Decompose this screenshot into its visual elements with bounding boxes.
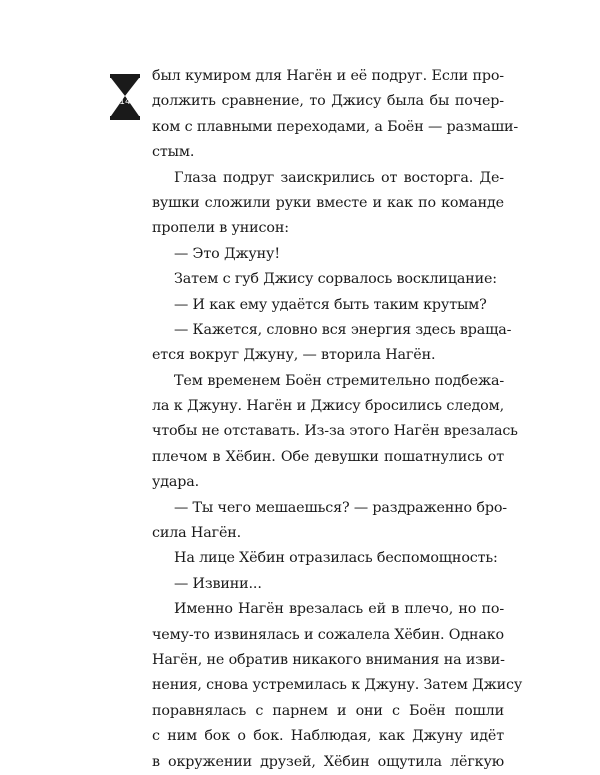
text-line: ла к Джуну. Нагён и Джису бросились следом, [152,398,504,415]
text-line: Тем временем Боён стремительно подбежа- [174,372,504,389]
text-line: сила Нагён. [152,525,242,542]
text-line: На лице Хёбин отразилась беспомощность: [174,550,498,567]
text-line: плечом в Хёбин. Обе девушки пошатнулись от [152,448,504,465]
text-line: с ним бок о бок. Наблюдая, как Джуну идёт [152,728,504,745]
text-line: чтобы не отставать. Из-за этого Нагён врезалась [152,423,518,440]
text-line: нения, снова устремилась к Джуну. Затем Джису [152,677,523,694]
text-line: — И как ему удаётся быть таким крутым? [174,296,487,313]
text-line: Нагён, не обратив никакого внимания на изви- [152,651,505,668]
text-line: Глаза подруг заискрились от восторга. Де- [174,169,504,186]
page-number: 14 [119,97,131,107]
text-line: чему-то извинялась и сожалела Хёбин. Однако [152,626,504,643]
body-text [152,64,523,775]
text-line: Затем с губ Джису сорвалось восклицание: [174,271,497,288]
text-line: стым. [152,144,195,161]
text-line: ком с плавными переходами, а Боён — размаши- [152,118,519,135]
text-line: в окружении друзей, Хёбин ощутила лёгкую [152,753,504,770]
text-line: — Это Джуну! [174,245,280,262]
text-line: — Извини... [174,575,262,592]
text-line: вушки сложили руки вместе и как по команде [152,194,504,211]
text-line: был кумиром для Нагён и её подруг. Если про- [152,68,504,84]
text-line: — Кажется, словно вся энергия здесь враща- [174,321,512,338]
text-line: Именно Нагён врезалась ей в плечо, но по- [174,601,504,618]
text-line: удара. [152,474,200,491]
text-line: пропели в унисон: [152,220,289,237]
text-line: ется вокруг Джуну, — вторила Нагён. [152,347,436,364]
text-line: поравнялась с парнем и они с Боён пошли [152,702,504,719]
text-line: — Ты чего мешаешься? — раздраженно бро- [174,499,507,516]
text-line: должить сравнение, то Джису была бы почер- [152,93,504,110]
